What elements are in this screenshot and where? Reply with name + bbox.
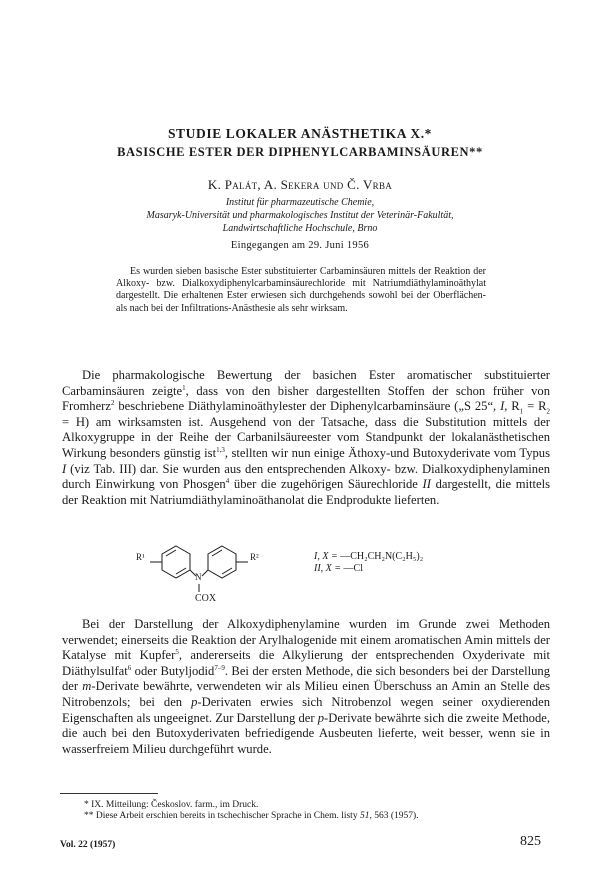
affiliation-line2: Masaryk-Universität und pharmakologisches Institut der Veterinär-Fakultät, bbox=[146, 210, 454, 221]
footnote-1: * IX. Mitteilung: Českoslov. farm., im Druck. bbox=[84, 800, 259, 810]
abstract: Es wurden sieben basische Ester substituierter Carbaminsäuren mittels der Reaktion der Alkoxy- bzw. Dialkoxydiphenylcarbaminsäurechloride mit Natriumdiäthylaminoäthylat dargestellt. Die erhaltenen Ester erwiesen sich durchgehends sowohl bei der Oberflächen- als nach bei der Infiltrations-Anästhesie als sehr wirksam. bbox=[116, 266, 486, 314]
received-date: Eingegangen am 29. Juni 1956 bbox=[230, 240, 370, 251]
paper-title-line1: STUDIE LOKALER ANÄSTHETIKA X.* bbox=[167, 126, 433, 141]
paragraph-2: Bei der Darstellung der Alkoxydiphenylamine wurden im Grunde zwei Methoden verwendet; einerseits die Reaktion der Arylhalogenide mit einem aromatischen Amin mittels der Katalyse mit Kupfer$^5$, andererseits die Alkylierung der entsprechenden Oxyderivate mit Diäthylsulfat$^6$ oder Butyljodid$^{7-9}$. Bei der ersten Methode, die sich besonders bei der Darstellung der m-Derivate bewährte, verwendeten wir als Milieu einen Überschuss an Amin an Stelle des Nitrobenzols; bei den p-Derivaten erwies sich Nitrobenzol wegen seiner oxydierenden Eigenschaften als ungeeignet. Zur Darstellung der p-Derivate bewährte sich die zweite Methode, die auch bei den Butoxyderivaten befriedigende Ausbeuten lieferte, weit besser, wenn sie in wasserfreiem Milieu durchgeführt wurde. bbox=[62, 617, 550, 756]
left-benzene-ring bbox=[162, 546, 190, 578]
formula-legend-1: I, X = —CH₂CH₂N(C₂H₅)₂ bbox=[314, 551, 424, 562]
right-benzene-ring bbox=[208, 546, 236, 578]
authors: K. Palát, A. Sekera und Č. Vrba bbox=[207, 177, 393, 192]
nitrogen-atom: N bbox=[195, 572, 202, 582]
cox-group: COX bbox=[195, 593, 217, 604]
journal-volume: Vol. 22 (1957) bbox=[60, 840, 116, 850]
diphenylamine-structure bbox=[136, 540, 296, 600]
formula-legend-2: II, X = —Cl bbox=[314, 563, 363, 574]
paper-title-line2: BASISCHE ESTER DER DIPHENYLCARBAMINSÄUREN** bbox=[117, 145, 483, 159]
affiliation-line1: Institut für pharmazeutische Chemie, bbox=[225, 197, 375, 208]
affiliation-line3: Landwirtschaftliche Hochschule, Brno bbox=[222, 223, 378, 234]
substituent-r2: R² bbox=[250, 552, 259, 562]
page-number: 825 bbox=[520, 834, 541, 849]
paragraph-1: Die pharmakologische Bewertung der basichen Ester aromatischer substituierter Carbaminsäuren zeigte$^1$, dass von den bisher dargestellten Stoffen der schon früher von Fromherz$^2$ beschriebene Diäthylaminoäthylester der Diphenylcarbaminsäure („S 25“, I, $R_1 = R_2 = H$) am wirksamsten ist. Ausgehend von der Tatsache, dass die Substitution mittels der Alkoxygruppe in der Reihe der Carbanilsäureester vom Standpunkt der lokalanästhetischen Wirkung besonders günstig ist$^{1,3}$, stellten wir nun einige Äthoxy-und Butoxyderivate vom Typus I (viz Tab. III) dar. Sie wurden aus den entsprechenden Alkoxy- bzw. Dialkoxydiphenylaminen durch Einwirkung von Phosgen$^4$ über die zugehörigen Säurechloride II dargestellt, die mittels der Reaktion mit Natriumdiäthylaminoäthanolat die Endprodukte lieferten. bbox=[62, 368, 551, 507]
footnote-2: ** Diese Arbeit erschien bereits in tschechischer Sprache in Chem. listy 51, 563 (1957). bbox=[84, 811, 419, 821]
footnote-divider bbox=[60, 793, 158, 794]
substituent-r1: R¹ bbox=[136, 552, 145, 562]
